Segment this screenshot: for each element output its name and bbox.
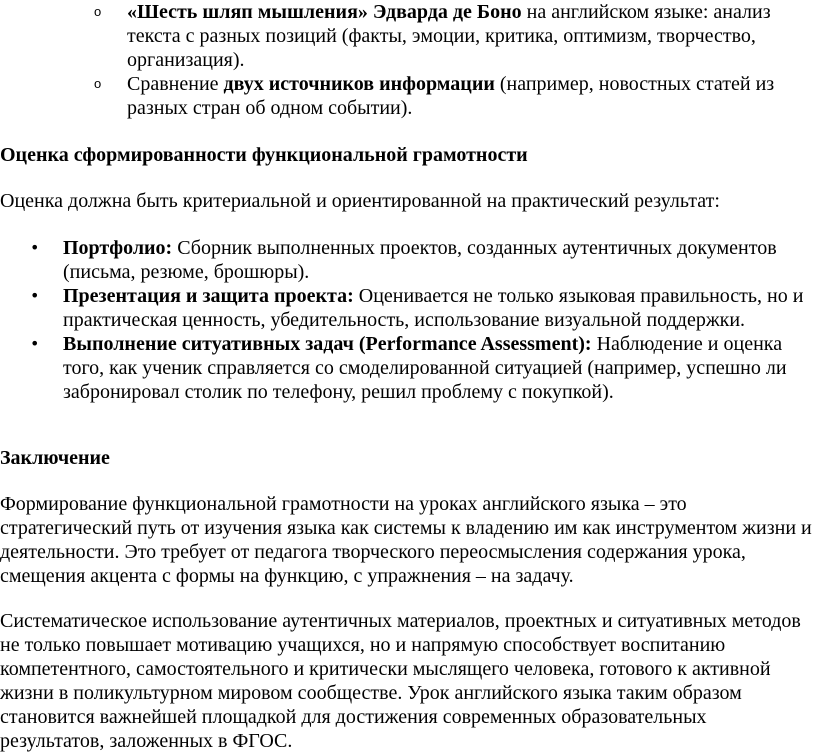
assessment-bullet-item <box>0 284 816 332</box>
assessment-bullet-item <box>0 332 816 404</box>
sub-bullet-pre: Сравнение <box>127 73 224 95</box>
sub-bullet-item <box>0 72 797 120</box>
sub-bullet-item <box>0 0 797 72</box>
bullet-marker: • <box>30 238 40 257</box>
bullet-bold-lead: Портфолио: <box>63 237 173 259</box>
conclusion-heading: Заключение <box>0 447 110 469</box>
bullet-bold-lead: Презентация и защита проекта: <box>63 285 354 307</box>
assessment-bullet-item <box>0 236 816 284</box>
sub-bullet-marker: o <box>94 76 102 91</box>
sub-bullet-bold-lead: двух источников информации <box>223 73 495 95</box>
bullet-text: Оценивается не только языковая правильность, но и практическая ценность, убедительность, использование визуальной поддержки. <box>63 285 804 331</box>
assessment-bullet-list <box>0 236 816 404</box>
sub-bullet-bold-lead: «Шесть шляп мышления» Эдварда де Боно <box>127 1 522 23</box>
conclusion-paragraph-1: Формирование функциональной грамотности на уроках английского языка – это стратегический путь от изучения языка как системы к владению им как инструментом жизни и деятельности. Это требует от педагога творческого переосмысления содержания урока, смещения акцента с формы на функцию, с упражнения – на задачу. <box>0 493 812 587</box>
bullet-marker: • <box>30 334 40 353</box>
sub-bullet-text: на английском языке: анализ текста с разных позиций (факты, эмоции, критика, оптимизм, творчество, организация). <box>127 1 771 71</box>
sub-bullet-list <box>0 0 816 120</box>
assessment-heading: Оценка сформированности функциональной грамотности <box>0 144 528 166</box>
conclusion-paragraph-2: Систематическое использование аутентичных материалов, проектных и ситуативных методов не только повышает мотивацию учащихся, но и напрямую способствует воспитанию компетентного, самостоятельного и критически мыслящего человека, готового к активной жизни в поликультурном мировом сообществе. Урок английского языка таким образом становится важнейшей площадкой для достижения современных образовательных результатов, заложенных в ФГОС. <box>0 610 801 752</box>
bullet-bold-lead: Выполнение ситуативных задач (Performance Assessment): <box>63 333 592 355</box>
bullet-text: Сборник выполненных проектов, созданных аутентичных документов (письма, резюме, брошюры). <box>63 237 777 283</box>
bullet-marker: • <box>30 286 40 305</box>
bullet-text: Наблюдение и оценка того, как ученик справляется со смоделированной ситуацией (например, успешно ли забронировал столик по телефону, решил проблему с покупкой). <box>63 333 787 403</box>
sub-bullet-marker: o <box>94 4 102 19</box>
sub-bullet-text: (например, новостных статей из разных стран об одном событии). <box>127 73 775 119</box>
assessment-intro: Оценка должна быть критериальной и ориентированной на практический результат: <box>0 190 720 212</box>
